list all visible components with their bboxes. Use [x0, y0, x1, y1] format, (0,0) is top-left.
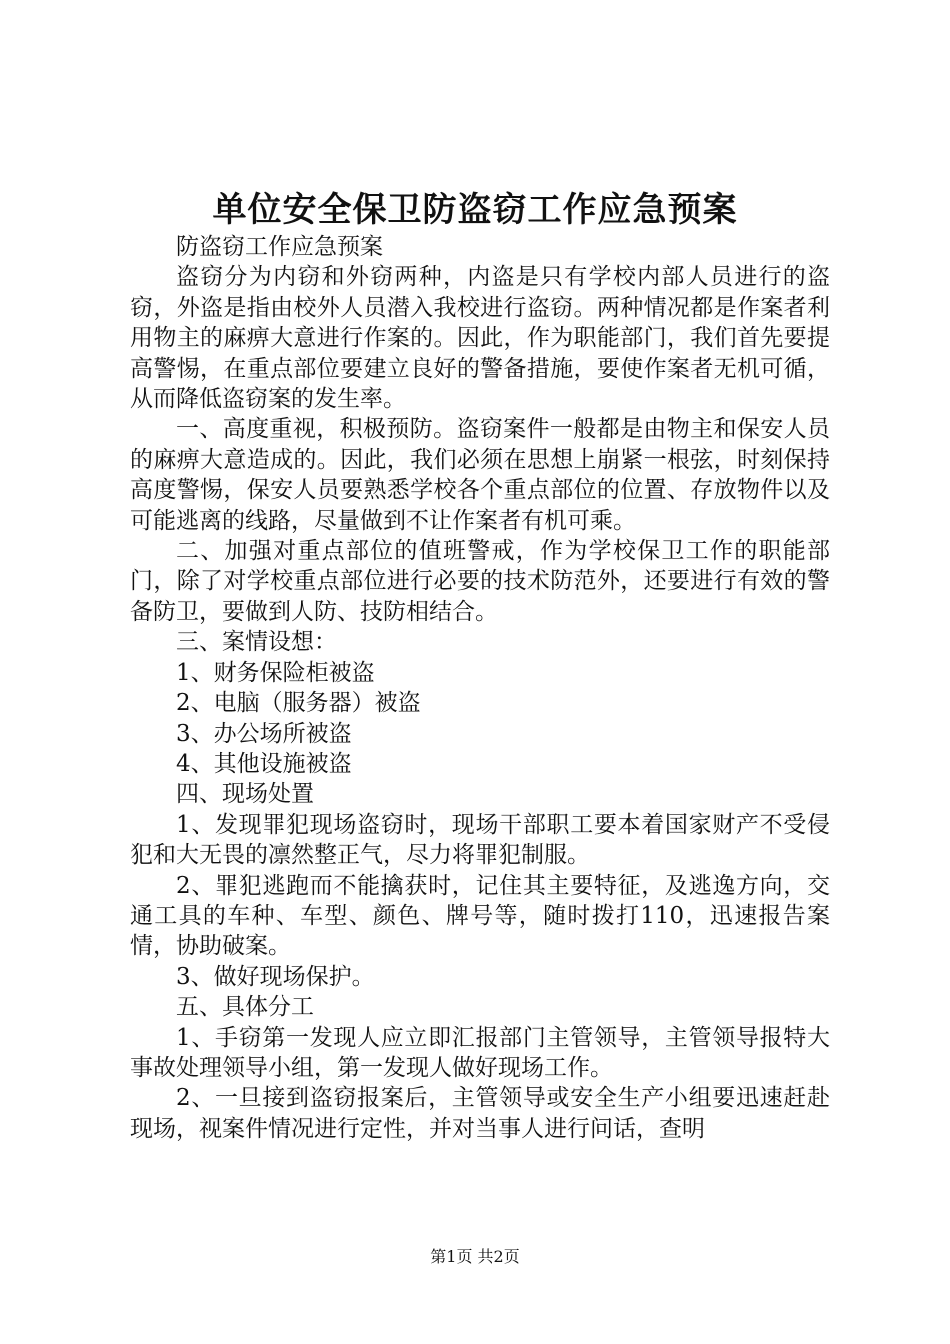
section-heading: 三、案情设想： [176, 629, 337, 656]
section-heading: 四、现场处置 [176, 781, 314, 808]
section-heading: 五、具体分工 [176, 994, 314, 1021]
paragraph: 2、一旦接到盗窃报案后，主管领导或安全生产小组要迅速赶赴现场，视案件情况进行定性，并对当事人进行问话，查明 [130, 1085, 830, 1142]
paragraph: 二、加强对重点部位的值班警戒，作为学校保卫工作的职能部门，除了对学校重点部位进行必要的技术防范外，还要进行有效的警备防卫，要做到人防、技防相结合。 [130, 538, 830, 625]
subtitle-paragraph: 防盗窃工作应急预案 [176, 234, 383, 260]
list-item: 4、其他设施被盗 [176, 750, 352, 777]
paragraph: 一、高度重视，积极预防。盗窃案件一般都是由物主和保安人员的麻痹大意造成的。因此，我们必须在思想上崩紧一根弦，时刻保持高度警惕，保安人员要熟悉学校各个重点部位的位置、存放物件以及可能逃离的线路，尽量做到不让作案者有机可乘。 [130, 416, 830, 534]
document-body [130, 232, 830, 1144]
list-item: 3、办公场所被盗 [176, 720, 352, 747]
paragraph: 2、罪犯逃跑而不能擒获时，记住其主要特征，及逃逸方向，交通工具的车种、车型、颜色、牌号等，随时拨打110，迅速报告案情，协助破案。 [130, 872, 830, 960]
document-title: 单位安全保卫防盗窃工作应急预案 [212, 190, 738, 230]
page-footer: 第1页 共2页 [430, 1247, 520, 1266]
paragraph: 1、手窃第一发现人应立即汇报部门主管领导，主管领导报特大事故处理领导小组，第一发现人做好现场工作。 [130, 1024, 830, 1081]
paragraph: 3、做好现场保护。 [176, 963, 375, 990]
paragraph: 1、发现罪犯现场盗窃时，现场干部职工要本着国家财产不受侵犯和大无畏的凛然整正气，尽力将罪犯制服。 [130, 811, 830, 869]
list-item: 1、财务保险柜被盗 [176, 659, 375, 686]
paragraph: 盗窃分为内窃和外窃两种，内盗是只有学校内部人员进行的盗窃，外盗是指由校外人员潜入我校进行盗窃。两种情况都是作案者利用物主的麻痹大意进行作案的。因此，作为职能部门，我们首先要提高警惕，在重点部位要建立良好的警备措施，要使作案者无机可循，从而降低盗窃案的发生率。 [130, 264, 830, 413]
list-item: 2、电脑（服务器）被盗 [176, 690, 421, 717]
